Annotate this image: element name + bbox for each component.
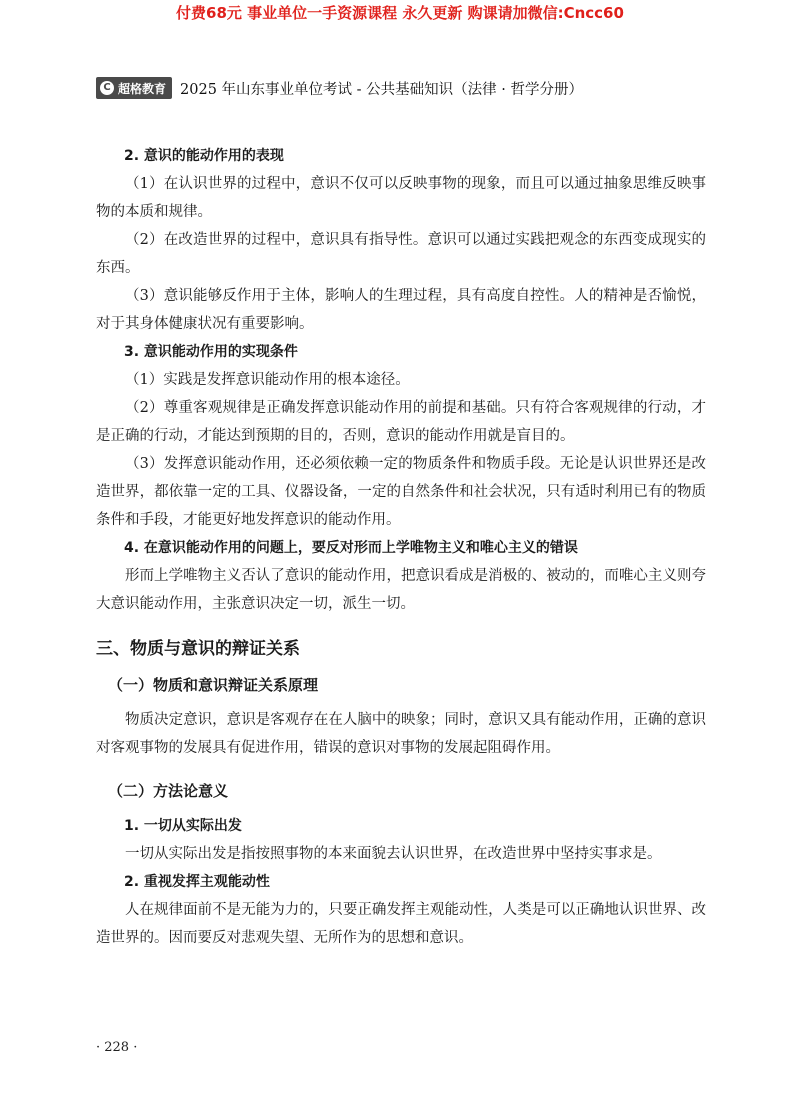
promo-banner: 付费68元 事业单位一手资源课程 永久更新 购课请加微信:Cncc60 xyxy=(176,4,624,22)
page-content xyxy=(96,142,706,952)
header-title: 2025 年山东事业单位考试 - 公共基础知识（法律 · 哲学分册） xyxy=(180,81,583,98)
logo-text: 超格教育 xyxy=(118,81,167,96)
page-header xyxy=(96,74,716,102)
chapter-heading: 三、物质与意识的辩证关系 xyxy=(96,639,300,659)
subsection-heading-2: （二）方法论意义 xyxy=(108,782,229,800)
publisher-logo xyxy=(96,77,172,99)
paragraph: 物质决定意识，意识是客观存在在人脑中的映象；同时，意识又具有能动作用，正确的意识对客观事物的发展具有促进作用，错误的意识对事物的发展起阻碍作用。 xyxy=(96,712,706,756)
paragraph: 人在规律面前不是无能为力的，只要正确发挥主观能动性，人类是可以正确地认识世界、改造世界的。因而要反对悲观失望、无所作为的思想和意识。 xyxy=(96,902,706,946)
section-3-title: 3. 意识能动作用的实现条件 xyxy=(124,344,298,360)
paragraph: （1）实践是发挥意识能动作用的根本途径。 xyxy=(125,372,410,388)
paragraph: 形而上学唯物主义否认了意识的能动作用，把意识看成是消极的、被动的，而唯心主义则夸大意识能动作用，主张意识决定一切，派生一切。 xyxy=(96,568,706,612)
method-1-title: 1. 一切从实际出发 xyxy=(124,818,242,834)
subsection-heading-1: （一）物质和意识辩证关系原理 xyxy=(108,676,319,694)
method-2-title: 2. 重视发挥主观能动性 xyxy=(124,874,270,890)
paragraph: 一切从实际出发是指按照事物的本来面貌去认识世界，在改造世界中坚持实事求是。 xyxy=(125,846,662,862)
paragraph: （2）在改造世界的过程中，意识具有指导性。意识可以通过实践把观念的东西变成现实的东西。 xyxy=(96,232,706,276)
page-number: · 228 · xyxy=(96,1040,138,1055)
paragraph: （3）意识能够反作用于主体，影响人的生理过程，具有高度自控性。人的精神是否愉悦，对于其身体健康状况有重要影响。 xyxy=(96,288,706,332)
section-2-title: 2. 意识的能动作用的表现 xyxy=(124,148,284,164)
paragraph: （1）在认识世界的过程中，意识不仅可以反映事物的现象，而且可以通过抽象思维反映事物的本质和规律。 xyxy=(96,176,706,220)
paragraph: （3）发挥意识能动作用，还必须依赖一定的物质条件和物质手段。无论是认识世界还是改造世界，都依靠一定的工具、仪器设备，一定的自然条件和社会状况，只有适时利用已有的物质条件和手段，才能更好地发挥意识的能动作用。 xyxy=(96,456,706,528)
paragraph: （2）尊重客观规律是正确发挥意识能动作用的前提和基础。只有符合客观规律的行动，才是正确的行动，才能达到预期的目的，否则，意识的能动作用就是盲目的。 xyxy=(96,400,706,444)
logo-icon: C xyxy=(100,81,114,95)
section-4-title: 4. 在意识能动作用的问题上，要反对形而上学唯物主义和唯心主义的错误 xyxy=(124,540,578,556)
